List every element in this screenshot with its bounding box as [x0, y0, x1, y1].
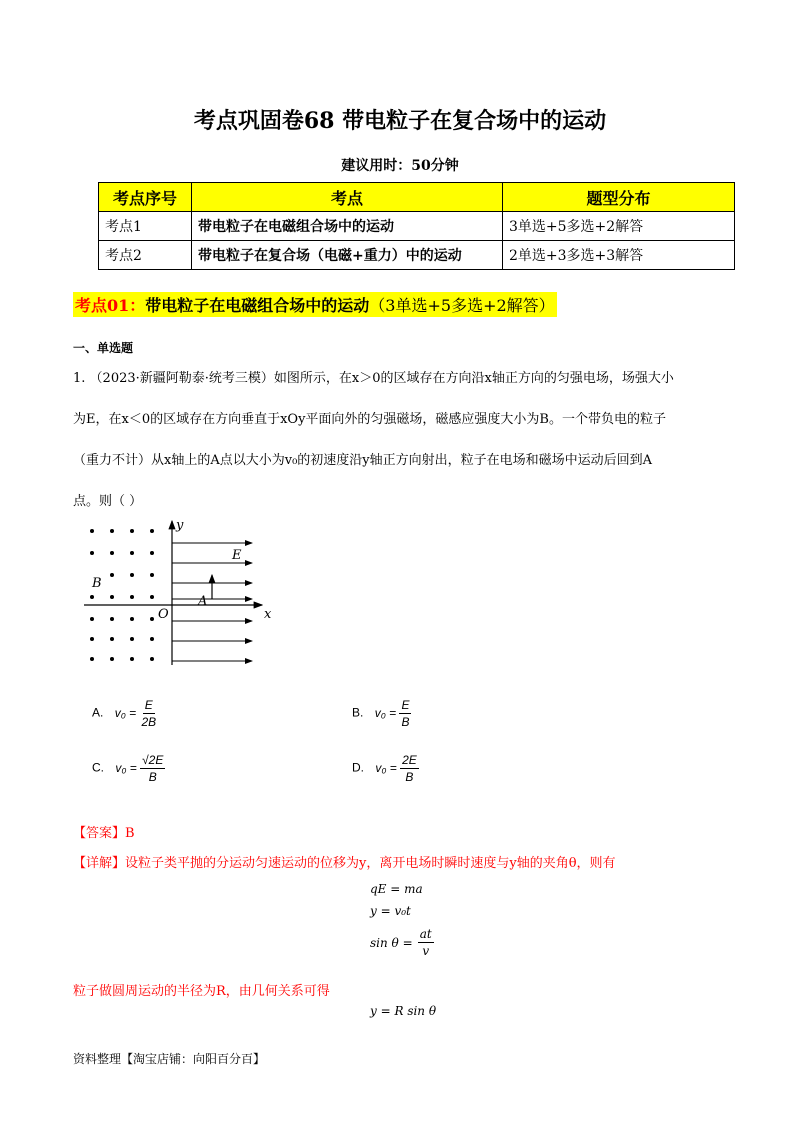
- section-label: 考点01：: [75, 296, 146, 315]
- table-header-row: [99, 183, 735, 212]
- option-letter: A.: [92, 705, 104, 720]
- question-text: [73, 358, 733, 522]
- answer: [73, 822, 135, 841]
- option-d[interactable]: [352, 752, 419, 785]
- question-line: [73, 358, 733, 399]
- answer-label: 【答案】: [73, 826, 126, 841]
- point-a-label: A: [198, 594, 208, 609]
- equation-4: y = R sin θ: [370, 1004, 437, 1018]
- section-distribution: （3单选+5多选+2解答）: [369, 296, 555, 315]
- magnetic-field-dots: [90, 529, 154, 661]
- table-cell: 考点2: [99, 241, 192, 270]
- option-letter: B.: [352, 705, 364, 720]
- section-topic: 带电粒子在电磁组合场中的运动: [145, 296, 370, 315]
- field-diagram: [80, 515, 280, 675]
- equation-3-fraction: $\frac{at}{v}$: [419, 927, 432, 958]
- detail-label: 【详解】: [73, 856, 126, 871]
- option-fraction: $\frac{√2E}{B}$: [142, 753, 164, 784]
- equation-1: qE = ma: [370, 882, 423, 896]
- e-field-label: E: [232, 548, 242, 563]
- question-line2: 为E，在x＜0的区域存在方向垂直于xOy平面向外的匀强磁场，磁感应强度大小为B。一个带负电的粒子: [73, 412, 666, 427]
- y-axis-label: y: [176, 518, 184, 533]
- table-header: 考点序号: [99, 183, 192, 212]
- detail-text-2: 粒子做圆周运动的半径为R，由几何关系可得: [73, 984, 330, 999]
- question-line1: 如图所示，在x＞0的区域存在方向沿x轴正方向的匀强电场，场强大小: [273, 371, 674, 386]
- b-field-label: B: [92, 576, 102, 591]
- option-lhs: v₀ =: [375, 760, 397, 775]
- option-fraction: $\frac{E}{2B}$: [141, 698, 157, 729]
- equation-3: [370, 926, 434, 959]
- suggested-time: 建议用时：50分钟: [341, 158, 459, 174]
- topic-table: [98, 182, 735, 270]
- table-row: [99, 241, 735, 270]
- table-row: [99, 212, 735, 241]
- table-cell: 带电粒子在复合场（电磁+重力）中的运动: [192, 241, 503, 270]
- option-lhs: v₀ =: [114, 705, 137, 720]
- question-number: 1.: [73, 371, 86, 386]
- question-line4: 点。则（ ）: [73, 494, 143, 509]
- x-axis-label: x: [264, 607, 272, 622]
- option-a[interactable]: [92, 697, 158, 730]
- table-cell: 3单选+5多选+2解答: [503, 212, 735, 241]
- option-fraction: $\frac{E}{B}$: [401, 698, 410, 729]
- section-heading: [73, 292, 557, 317]
- table-header: 题型分布: [503, 183, 735, 212]
- option-lhs: v₀ =: [374, 705, 397, 720]
- table-cell: 带电粒子在电磁组合场中的运动: [192, 212, 503, 241]
- option-c[interactable]: [92, 752, 165, 785]
- question-type: 一、单选题: [73, 341, 134, 355]
- page-title: 考点巩固卷68 带电粒子在复合场中的运动: [193, 108, 607, 134]
- detail-sentence: 设粒子类平抛的分运动匀速运动的位移为y，离开电场时瞬时速度与y轴的夹角θ，则有: [125, 856, 616, 871]
- option-b[interactable]: [352, 697, 411, 730]
- table-cell: 考点1: [99, 212, 192, 241]
- option-lhs: v₀ =: [115, 760, 137, 775]
- equation-3-lhs: sin θ =: [370, 936, 413, 950]
- table-header: 考点: [192, 183, 503, 212]
- answer-value: B: [125, 826, 135, 841]
- equation-2: y = v₀t: [370, 904, 411, 918]
- question-source: （2023·新疆阿勒泰·统考三模）: [89, 371, 274, 386]
- table-cell: 2单选+3多选+3解答: [503, 241, 735, 270]
- option-letter: D.: [352, 760, 364, 775]
- footer-note: 资料整理【淘宝店铺：向阳百分百】: [73, 1052, 266, 1066]
- question-line3: （重力不计）从x轴上的A点以大小为v₀的初速度沿y轴正方向射出，粒子在电场和磁场中运动后回到A: [73, 453, 653, 468]
- option-letter: C.: [92, 760, 104, 775]
- option-fraction: $\frac{2E}{B}$: [402, 753, 417, 784]
- origin-label: O: [158, 607, 169, 622]
- detail-text: [73, 852, 616, 871]
